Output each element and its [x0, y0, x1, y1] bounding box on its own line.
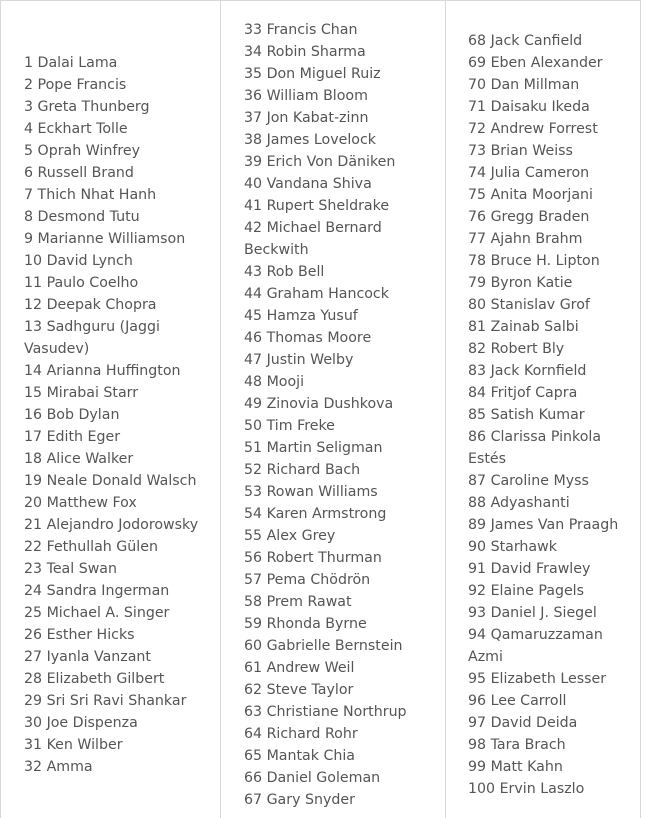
list-item: 51 Martin Seligman [244, 440, 383, 456]
list-item: 55 Alex Grey [244, 528, 336, 544]
list-item: 74 Julia Cameron [468, 165, 590, 181]
list-item: 28 Elizabeth Gilbert [24, 671, 165, 687]
list-item: 15 Mirabai Starr [24, 385, 139, 401]
list-item: 91 David Frawley [468, 561, 591, 577]
list-item: 90 Starhawk [468, 539, 557, 555]
list-item: 29 Sri Sri Ravi Shankar [24, 693, 187, 709]
list-item: 58 Prem Rawat [244, 594, 352, 610]
list-item: 31 Ken Wilber [24, 737, 123, 753]
list-item: 38 James Lovelock [244, 132, 376, 148]
list-item: 17 Edith Eger [24, 429, 121, 445]
list-item: 80 Stanislav Grof [468, 297, 590, 313]
list-item: 93 Daniel J. Siegel [468, 605, 597, 621]
list-item: 34 Robin Sharma [244, 44, 366, 60]
list-item: 88 Adyashanti [468, 495, 570, 511]
list-item: 83 Jack Kornfield [468, 363, 587, 379]
list-item: 68 Jack Canfield [468, 33, 583, 49]
list-item: 73 Brian Weiss [468, 143, 573, 159]
list-item: 6 Russell Brand [24, 165, 134, 181]
list-item: 89 James Van Praagh [468, 517, 619, 533]
list-item: 77 Ajahn Brahm [468, 231, 583, 247]
list-item: 98 Tara Brach [468, 737, 566, 753]
list-item: 37 Jon Kabat-zinn [244, 110, 369, 126]
list-item: 96 Lee Carroll [468, 693, 567, 709]
list-item: 30 Joe Dispenza [24, 715, 138, 731]
list-item: 99 Matt Kahn [468, 759, 563, 775]
list-item: 20 Matthew Fox [24, 495, 137, 511]
list-item: 97 David Deida [468, 715, 578, 731]
list-item: 26 Esther Hicks [24, 627, 135, 643]
list-item: 40 Vandana Shiva [244, 176, 372, 192]
list-item: 43 Rob Bell [244, 264, 325, 280]
list-item: 5 Oprah Winfrey [24, 143, 141, 159]
list-item: 14 Arianna Huffington [24, 363, 181, 379]
list-item: 100 Ervin Laszlo [468, 781, 585, 797]
name-list-1 [24, 52, 212, 778]
list-item: 32 Amma [24, 759, 93, 775]
list-item: 47 Justin Welby [244, 352, 354, 368]
list-item: 9 Marianne Williamson [24, 231, 186, 247]
list-item: 72 Andrew Forrest [468, 121, 598, 137]
list-item: 66 Daniel Goleman [244, 770, 381, 786]
list-item: 49 Zinovia Dushkova [244, 396, 394, 412]
list-item: 25 Michael A. Singer [24, 605, 170, 621]
list-item: 39 Erich Von Däniken [244, 154, 396, 170]
list-item: 82 Robert Bly [468, 341, 565, 357]
list-item: 60 Gabrielle Bernstein [244, 638, 403, 654]
list-item: 7 Thich Nhat Hanh [24, 187, 157, 203]
list-item: 71 Daisaku Ikeda [468, 99, 590, 115]
list-item: 59 Rhonda Byrne [244, 616, 367, 632]
list-item: 44 Graham Hancock [244, 286, 389, 302]
list-item: 19 Neale Donald Walsch [24, 473, 197, 489]
table-column-3 [445, 1, 641, 818]
list-item: 42 Michael Bernard Beckwith [244, 220, 382, 258]
list-item: 21 Alejandro Jodorowsky [24, 517, 199, 533]
list-item: 45 Hamza Yusuf [244, 308, 358, 324]
list-item: 67 Gary Snyder [244, 792, 355, 808]
list-item: 76 Gregg Braden [468, 209, 590, 225]
list-item: 56 Robert Thurman [244, 550, 382, 566]
name-list-2 [244, 19, 437, 811]
list-item: 24 Sandra Ingerman [24, 583, 170, 599]
list-item: 81 Zainab Salbi [468, 319, 579, 335]
list-item: 33 Francis Chan [244, 22, 358, 38]
list-item: 16 Bob Dylan [24, 407, 120, 423]
list-item: 52 Richard Bach [244, 462, 361, 478]
list-item: 22 Fethullah Gülen [24, 539, 158, 555]
table-column-2 [220, 1, 445, 818]
list-item: 61 Andrew Weil [244, 660, 355, 676]
list-item: 11 Paulo Coelho [24, 275, 139, 291]
list-item: 94 Qamaruzzaman Azmi [468, 627, 603, 665]
list-item: 75 Anita Moorjani [468, 187, 593, 203]
list-item: 2 Pope Francis [24, 77, 127, 93]
list-item: 13 Sadhguru (Jaggi Vasudev) [24, 319, 160, 357]
list-item: 85 Satish Kumar [468, 407, 585, 423]
list-item: 64 Richard Rohr [244, 726, 358, 742]
table-column-1 [1, 1, 220, 818]
list-item: 50 Tim Freke [244, 418, 335, 434]
list-item: 41 Rupert Sheldrake [244, 198, 390, 214]
list-item: 27 Iyanla Vanzant [24, 649, 151, 665]
list-item: 3 Greta Thunberg [24, 99, 150, 115]
list-item: 86 Clarissa Pinkola Estés [468, 429, 602, 467]
list-item: 10 David Lynch [24, 253, 133, 269]
list-item: 18 Alice Walker [24, 451, 134, 467]
list-item: 12 Deepak Chopra [24, 297, 157, 313]
list-item: 70 Dan Millman [468, 77, 580, 93]
list-item: 48 Mooji [244, 374, 305, 390]
list-item: 54 Karen Armstrong [244, 506, 387, 522]
list-item: 36 William Bloom [244, 88, 368, 104]
list-item: 84 Fritjof Capra [468, 385, 578, 401]
list-item: 92 Elaine Pagels [468, 583, 585, 599]
list-item: 65 Mantak Chia [244, 748, 356, 764]
list-item: 63 Christiane Northrup [244, 704, 407, 720]
list-item: 23 Teal Swan [24, 561, 117, 577]
list-item: 79 Byron Katie [468, 275, 573, 291]
list-item: 1 Dalai Lama [24, 55, 118, 71]
list-item: 8 Desmond Tutu [24, 209, 140, 225]
list-item: 35 Don Miguel Ruiz [244, 66, 381, 82]
list-item: 87 Caroline Myss [468, 473, 589, 489]
list-item: 69 Eben Alexander [468, 55, 603, 71]
name-list-3 [468, 30, 635, 800]
list-item: 57 Pema Chödrön [244, 572, 371, 588]
list-item: 78 Bruce H. Lipton [468, 253, 600, 269]
list-item: 53 Rowan Williams [244, 484, 378, 500]
list-item: 62 Steve Taylor [244, 682, 354, 698]
list-item: 95 Elizabeth Lesser [468, 671, 607, 687]
list-item: 4 Eckhart Tolle [24, 121, 128, 137]
list-item: 46 Thomas Moore [244, 330, 372, 346]
